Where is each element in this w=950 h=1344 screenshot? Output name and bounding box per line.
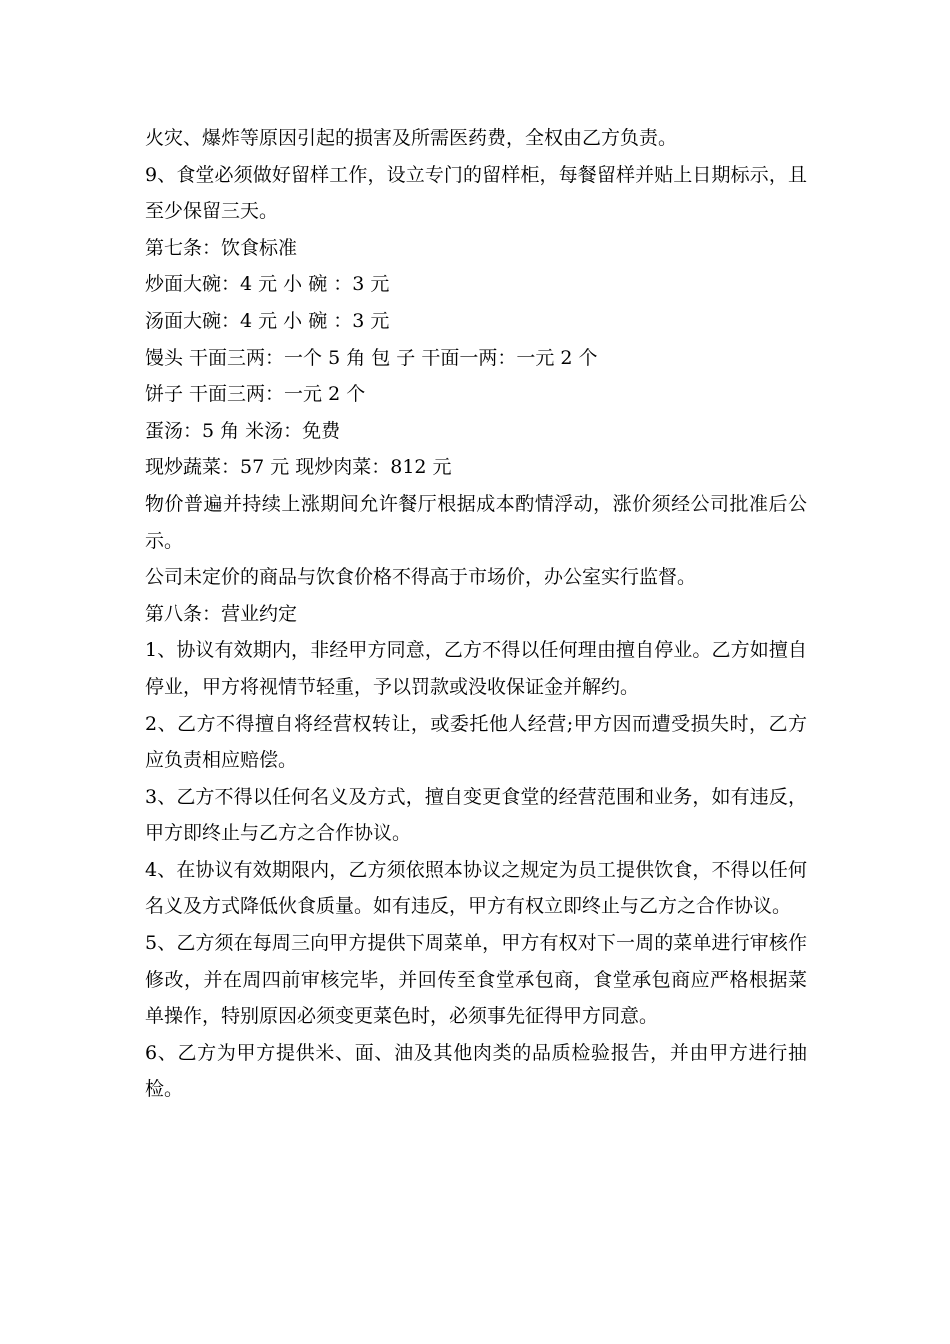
paragraph-item-6-quality-reports: 6、乙方为甲方提供米、面、油及其他肉类的品质检验报告，并由甲方进行抽检。: [145, 1041, 807, 1101]
paragraph-item-3-no-scope-change: 3、乙方不得以任何名义及方式，擅自变更食堂的经营范围和业务，如有违反，甲方即终止与乙方之合作协议。: [145, 785, 807, 845]
paragraph-item-5-weekly-menu: 5、乙方须在每周三向甲方提供下周菜单，甲方有权对下一周的菜单进行审核作修改，并在周四前审核完毕，并回传至食堂承包商，食堂承包商应严格根据菜单操作，特别原因必须变更菜色时，必须事先征得甲方同意。: [145, 932, 807, 1028]
price-line-fried-noodles: 炒面大碗：4 元 小 碗 ：3 元: [145, 273, 390, 296]
paragraph-item-1-no-suspension: 1、协议有效期内，非经甲方同意，乙方不得以任何理由擅自停业。乙方如擅自停业，甲方将视情节轻重，予以罚款或没收保证金并解约。: [145, 639, 807, 698]
section-heading-article-8: 第八条：营业约定: [145, 602, 298, 625]
price-line-stir-fry-dishes: 现炒蔬菜：57 元 现炒肉菜：812 元: [145, 456, 452, 479]
price-line-soups: 蛋汤：5 角 米汤：免费: [145, 419, 341, 442]
price-line-pancakes: 饼子 干面三两：一元 2 个: [145, 383, 366, 406]
paragraph-unpriced-goods: 公司未定价的商品与饮食价格不得高于市场价，办公室实行监督。: [145, 566, 697, 589]
paragraph-item-4-food-quality: 4、在协议有效期限内，乙方须依照本协议之规定为员工提供饮食，不得以任何名义及方式降低伙食质量。如有违反，甲方有权立即终止与乙方之合作协议。: [145, 858, 807, 918]
price-line-steamed-buns: 馒头 干面三两：一个 5 角 包 子 干面一两：一元 2 个: [145, 346, 598, 369]
section-heading-article-7: 第七条：饮食标准: [145, 236, 298, 259]
price-line-soup-noodles: 汤面大碗：4 元 小 碗 ：3 元: [145, 309, 390, 332]
paragraph-fire-liability: 火灾、爆炸等原因引起的损害及所需医药费，全权由乙方负责。: [145, 127, 678, 149]
document-body: [145, 120, 807, 1108]
paragraph-item-9-sample-retention: 9、食堂必须做好留样工作，设立专门的留样柜，每餐留样并贴上日期标示，且至少保留三天。: [145, 163, 807, 223]
paragraph-item-2-no-transfer: 2、乙方不得擅自将经营权转让，或委托他人经营;甲方因而遭受损失时，乙方应负责相应赔偿。: [145, 712, 807, 772]
paragraph-price-adjustment: 物价普遍并持续上涨期间允许餐厅根据成本酌情浮动，涨价须经公司批准后公示。: [145, 492, 807, 552]
